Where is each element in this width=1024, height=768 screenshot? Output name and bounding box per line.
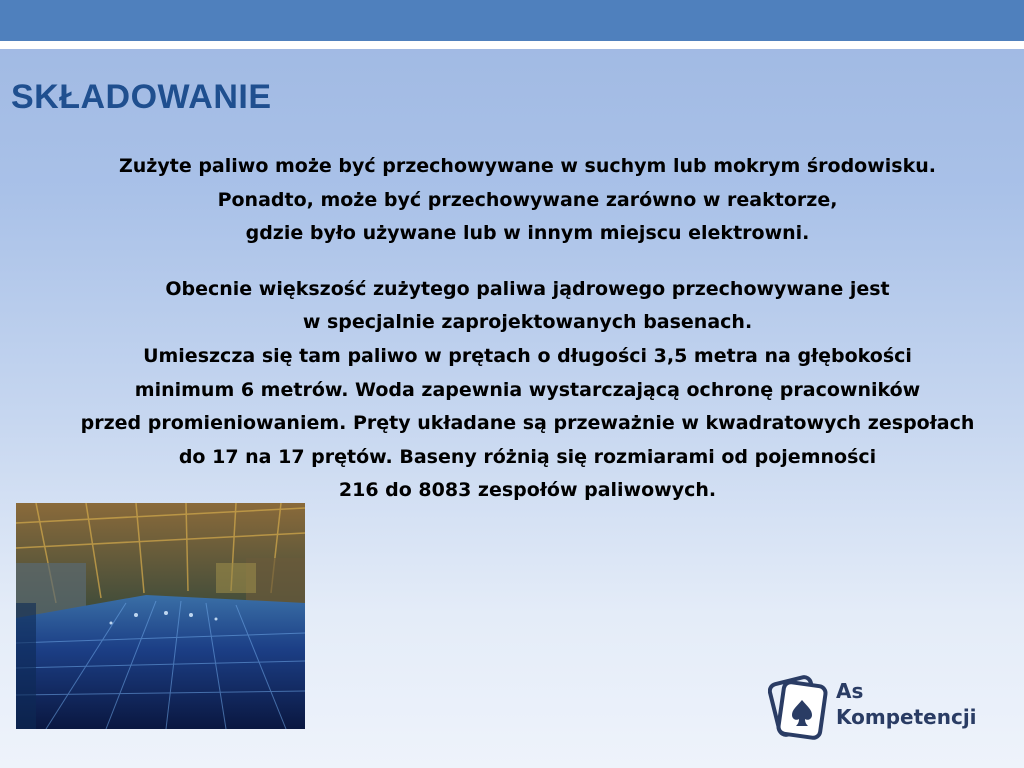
slide-body — [40, 150, 1015, 508]
slide-title: SKŁADOWANIE — [11, 78, 272, 116]
body-line: w specjalnie zaprojektowanych basenach. — [302, 311, 753, 334]
body-line: 216 do 8083 zespołów paliwowych. — [338, 479, 717, 502]
logo-line2: Kompetencji — [836, 705, 977, 729]
top-bar — [0, 0, 1024, 41]
logo-text — [836, 678, 977, 730]
body-line: Zużyte paliwo może być przechowywane w suchym lub mokrym środowisku. — [118, 155, 936, 177]
top-divider — [0, 41, 1024, 49]
logo-line1: As — [836, 679, 864, 703]
logo — [768, 672, 998, 742]
body-line: gdzie było używane lub w innym miejscu elektrowni. — [245, 222, 810, 245]
body-line: Obecnie większość zużytego paliwa jądrowego przechowywane jest — [165, 277, 890, 300]
body-line: Umieszcza się tam paliwo w prętach o długości 3,5 metra na głębokości — [143, 344, 912, 367]
body-line: Ponadto, może być przechowywane zarówno w reaktorze, — [217, 188, 838, 211]
body-line: do 17 na 17 prętów. Baseny różnią się rozmiarami od pojemności — [178, 445, 877, 468]
storage-pool-photo — [16, 503, 305, 729]
body-line: przed promieniowaniem. Pręty układane są przeważnie w kwadratowych zespołach — [80, 412, 975, 435]
body-line: minimum 6 metrów. Woda zapewnia wystarczającą ochronę pracowników — [134, 378, 921, 401]
spade-card-icon — [768, 672, 830, 742]
